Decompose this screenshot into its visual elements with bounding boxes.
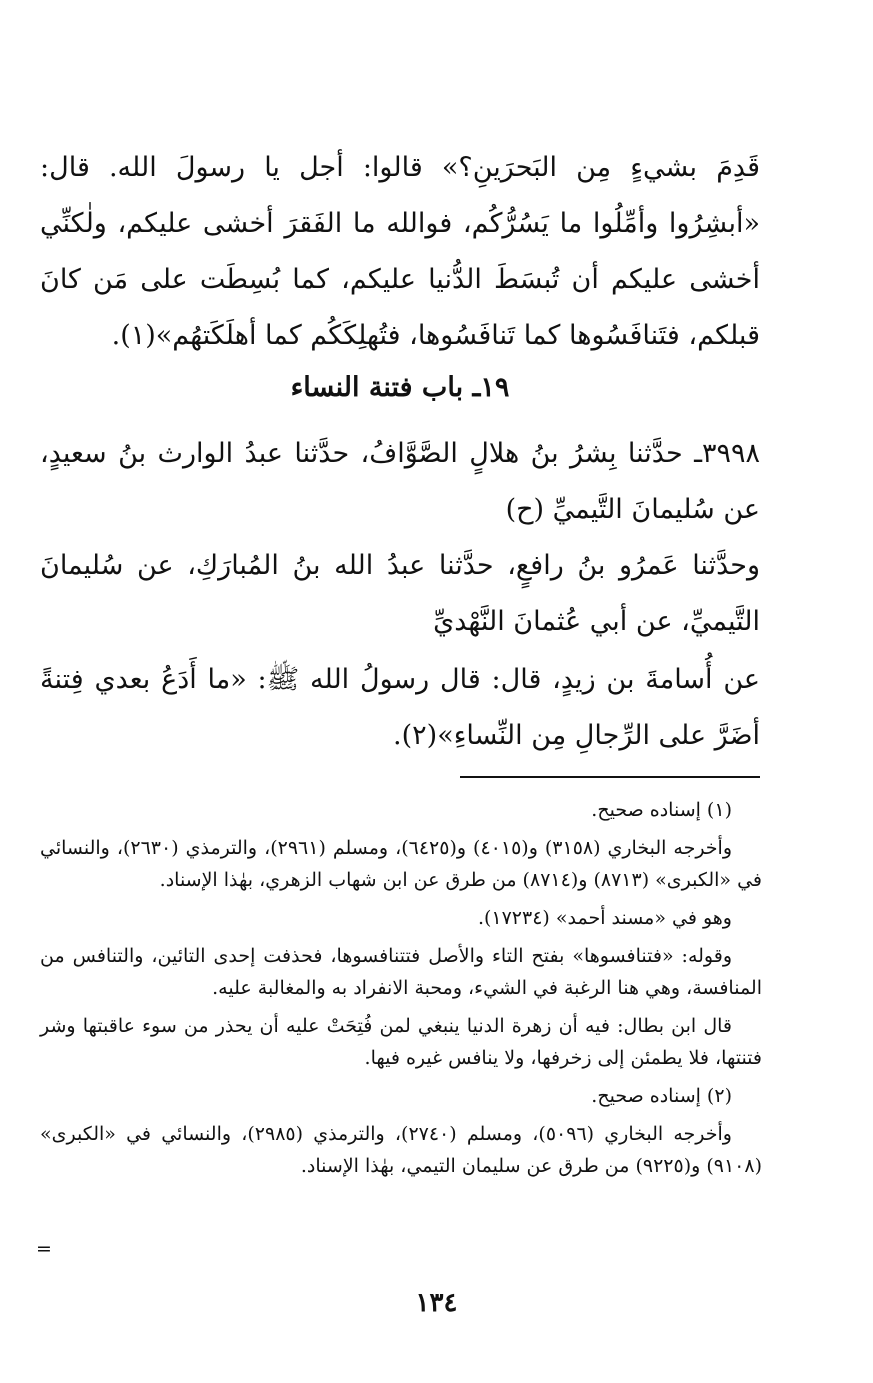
footnote-1-sources: وأخرجه البخاري (٣١٥٨) و(٤٠١٥) و(٦٤٢٥)، ومسلم (٢٩٦١)، والترمذي (٢٦٣٠)، والنسائي في «الكبرى» (٨٧١٣) و(٨٧١٤) من طرق عن ابن شهاب الزهري، بهٰذا الإسناد. bbox=[40, 837, 762, 891]
footnote-2-marker: (٢) إسناده صحيح. bbox=[591, 1085, 732, 1107]
continuation-mark: = bbox=[36, 1238, 52, 1260]
footnote-1-marker: (١) إسناده صحيح. bbox=[591, 799, 732, 821]
top-paragraph: قَدِمَ بشيءٍ مِن البَحرَينِ؟» قالوا: أجل يا رسولَ الله. قال: «أبشِرُوا وأمِّلُوا ما يَسُرُّكُم، فوالله ما الفَقرَ أخشى عليكم، ولٰكنِّي أخشى عليكم أن تُبسَطَ الدُّنيا عليكم، كما بُسِطَت على مَن كانَ قبلكم، فتَنافَسُوها كما تَنافَسُوها، فتُهلِكَكُم كما أهلَكَتهُم»(١). bbox=[40, 152, 760, 351]
footnote-1-ibn-battal: قال ابن بطال: فيه أن زهرة الدنيا ينبغي لمن فُتِحَتْ عليه أن يحذر من سوء عاقبتها وشر فتنتها، فلا يطمئن إلى زخرفها، ولا ينافس غيره فيها. bbox=[40, 1015, 762, 1069]
footnote-1-musnad: وهو في «مسند أحمد» (١٧٢٣٤). bbox=[477, 907, 732, 929]
hadith-second-chain: وحدَّثنا عَمرُو بنُ رافعٍ، حدَّثنا عبدُ الله بنُ المُبارَكِ، عن سُليمانَ التَّيميِّ، عن أبي عُثمانَ النَّهْديِّ bbox=[40, 550, 760, 637]
footnotes bbox=[40, 794, 762, 1188]
footnote-divider bbox=[460, 776, 760, 778]
page-number: ١٣٤ bbox=[415, 1288, 458, 1318]
hadith-matn: عن أُسامةَ بن زيدٍ، قال: قال رسولُ الله ﷺ: «ما أَدَعُ بعدي فِتنةً أضَرَّ على الرِّجالِ مِن النِّساءِ»(٢). bbox=[40, 664, 760, 751]
footnote-2-sources: وأخرجه البخاري (٥٠٩٦)، ومسلم (٢٧٤٠)، والترمذي (٢٩٨٥)، والنسائي في «الكبرى» (٩١٠٨) و(٩٢٢٥) من طرق عن سليمان التيمي، بهٰذا الإسناد. bbox=[40, 1123, 762, 1177]
footnote-1-explanation: وقوله: «فتنافسوها» بفتح التاء والأصل فتتنافسوها، فحذفت إحدى التائين، والتنافس من المنافسة، وهي هنا الرغبة في الشيء، ومحبة الانفراد به والمغالبة عليه. bbox=[40, 945, 762, 999]
hadith-3998-chain: ٣٩٩٨ـ حدَّثنا بِشرُ بنُ هلالٍ الصَّوَّافُ، حدَّثنا عبدُ الوارث بنُ سعيدٍ، عن سُليمانَ التَّيميِّ (ح) bbox=[40, 438, 760, 525]
section-heading: ١٩ـ باب فتنة النساء bbox=[290, 372, 510, 403]
